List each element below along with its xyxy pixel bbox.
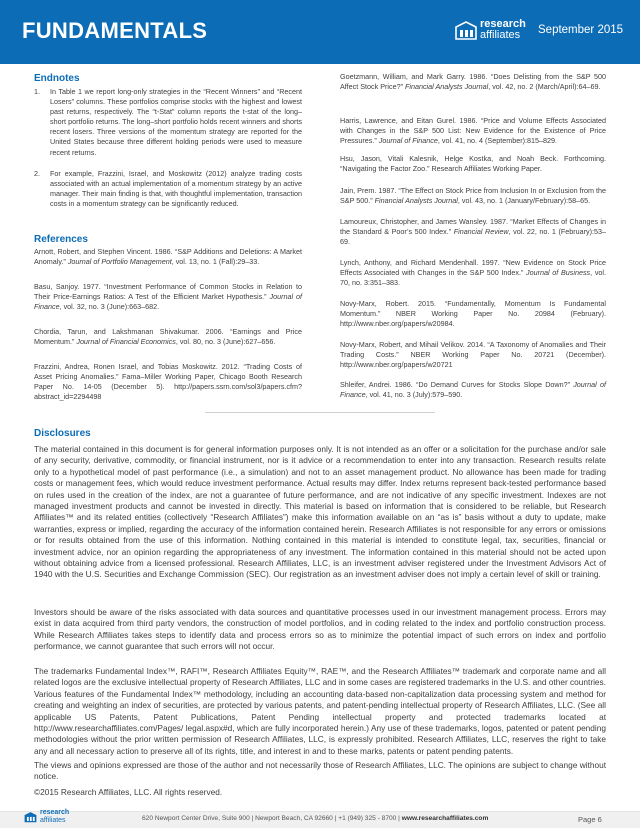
reference-entry bbox=[340, 186, 606, 206]
reference-details: , vol. 41, no. 3 (July):579–590. bbox=[365, 390, 463, 400]
reference-entry bbox=[340, 217, 606, 247]
reference-details: , vol. 42, no. 2 (March/April):64–69. bbox=[488, 82, 601, 92]
reference-details: , vol. 32, no. 3 (June):663–682. bbox=[59, 302, 160, 312]
references-heading: References bbox=[34, 234, 88, 245]
section-title: FUNDAMENTALS bbox=[22, 18, 208, 43]
logo-mark-icon bbox=[24, 811, 37, 824]
reference-journal: Journal of Portfolio Management bbox=[67, 257, 172, 267]
reference-entry bbox=[34, 247, 302, 267]
reference-details: , vol. 80, no. 3 (June):627–656. bbox=[175, 337, 276, 347]
reference-details: , vol. 13, no. 1 (Fall):29–33. bbox=[171, 257, 260, 267]
reference-text: Goetzmann, William, and Mark Garry. 1986. “Does Delisting from the S&P 500 Affect Stock Price?” bbox=[340, 72, 606, 92]
reference-entry bbox=[340, 299, 606, 329]
reference-entry bbox=[340, 340, 606, 370]
reference-journal: Financial Analysts Journal bbox=[404, 82, 489, 92]
logo-text-affiliates: affiliates bbox=[40, 817, 66, 824]
reference-entry bbox=[340, 154, 606, 174]
logo-mark-icon bbox=[455, 21, 477, 41]
reference-journal: Journal of Business bbox=[526, 268, 591, 278]
reference-details: , vol. 43, no. 1 (January/February):58–65. bbox=[457, 196, 591, 206]
endnote-text: For example, Frazzini, Israel, and Moskowitz (2012) analyze trading costs associated with an actual implementation of a momentum strategy by an active manager. Their main finding is that, with thoughtful implementation, transaction costs in a momentum strategy can be significantly reduced. bbox=[50, 169, 302, 209]
reference-journal: Financial Analysts Journal bbox=[374, 196, 458, 206]
footer-contact bbox=[142, 815, 488, 822]
reference-journal: Journal of Finance bbox=[34, 292, 302, 312]
endnotes-heading: Endnotes bbox=[34, 73, 80, 84]
reference-journal: Journal of Finance bbox=[340, 380, 606, 400]
reference-text: Chordia, Tarun, and Lakshmanan Shivakumar. 2006. “Earnings and Price Momentum.” bbox=[34, 327, 302, 347]
endnote-item bbox=[34, 169, 302, 209]
reference-journal: Journal of Finance bbox=[378, 136, 438, 146]
endnote-item bbox=[34, 87, 302, 158]
footer-address: 620 Newport Center Drive, Suite 900 | Newport Beach, CA 92660 | +1 (949) 325 - 8700 | bbox=[142, 815, 402, 822]
reference-text: Arnott, Robert, and Stephen Vincent. 1986. “S&P Additions and Deletions: A Market Anomaly.” bbox=[34, 247, 302, 267]
logo-text-research: research bbox=[40, 809, 70, 816]
disclosure-paragraph: The trademarks Fundamental Index™, RAFI™, Research Affiliates Equity™, RAE™, and the Research Affiliates™ trademark and corporate name and all related logos are the exclusive intellectual property of Research Affiliates, LLC and in some cases are registered trademarks in the U.S. and other countries. Various features of the Fundamental Index™ methodology, including an accounting data-based non-capitalization data processing system and method for creating and weighting an index of securities, are protected by various patents, and patent-pending intellectual property of Research Affiliates, LLC. (See all applicable US Patents, Patent Publications, Patent Pending intellectual property and protected trademarks located at http://www.researchaffiliates.com/Pages/ legal.aspx#d, which are fully incorporated herein.) Any use of these trademarks, logos, patented or patent pending methodologies without the prior written permission of Research Affiliates, LLC, is expressly prohibited. Research Affiliates, LLC, reserves the right to take any and all necessary action to preserve all of its rights, title, and interest in and to these marks, patents or patent pending patents. bbox=[34, 666, 606, 756]
reference-entry bbox=[340, 116, 606, 146]
reference-text: Lamoureux, Christopher, and James Wansley. 1987. “Market Effects of Changes in the Standard & Poor’s 500 Index.” bbox=[340, 217, 606, 237]
reference-details: , vol. 41, no. 4 (September):815–829. bbox=[437, 136, 557, 146]
endnote-text: In Table 1 we report long-only strategies in the “Recent Winners” and “Recent Losers” columns. These portfolios comprise stocks with the highest and lowest past returns, respectively. The “t-Stat” column reports the t-stat of the long–short portfolio returns. The long–short portfolio holds recent winners and shorts recent losers. Three versions of the momentum strategy are reported for the United States because three different holding periods were used to measure recent returns. bbox=[50, 87, 302, 157]
reference-details: , vol. 22, no. 1 (February):53–69. bbox=[340, 227, 606, 247]
reference-journal: Journal of Financial Economics bbox=[76, 337, 176, 347]
disclosure-paragraph: The views and opinions expressed are those of the author and not necessarily those of Research Affiliates, LLC. The opinions are subject to change without notice. bbox=[34, 760, 606, 782]
reference-journal: Financial Review bbox=[453, 227, 509, 237]
disclosures-heading: Disclosures bbox=[34, 428, 91, 439]
research-affiliates-logo bbox=[455, 17, 527, 47]
reference-text: Jain, Prem. 1987. “The Effect on Stock Price from Inclusion In or Exclusion from the S&P 500.” bbox=[340, 186, 606, 206]
logo-text-research: research bbox=[480, 18, 526, 30]
logo-text-affiliates: affiliates bbox=[480, 29, 521, 41]
reference-details: , vol. 70, no. 3:351–383. bbox=[340, 268, 606, 288]
page-number: Page 6 bbox=[578, 815, 602, 824]
reference-text: Basu, Sanjoy. 1977. “Investment Performance of Common Stocks in Relation to Their Price-Earnings Ratios: A Test of the Efficient Market Hypothesis.” bbox=[34, 282, 302, 302]
endnote-number: 1. bbox=[34, 87, 40, 96]
reference-text: Hsu, Jason, Vitali Kalesnik, Helge Kostka, and Noah Beck. Forthcoming. “Navigating the Factor Zoo.” Research Affiliates Working Paper. bbox=[340, 154, 606, 174]
reference-text: Shleifer, Andrei. 1986. “Do Demand Curves for Stocks Slope Down?” bbox=[340, 380, 574, 389]
reference-entry bbox=[340, 72, 606, 92]
reference-text: Lynch, Anthony, and Richard Mendenhall. 1997. “New Evidence on Stock Price Effects Associated with Changes in the S&P 500 Index.” bbox=[340, 258, 606, 278]
page-header bbox=[0, 0, 640, 64]
reference-entry bbox=[340, 380, 606, 400]
footer-logo bbox=[24, 809, 84, 827]
disclosure-paragraph: Investors should be aware of the risks associated with data sources and quantitative processes used in our investment management process. Errors may exist in data acquired from third party vendors, the construction of model portfolios, and in coding related to the index and portfolio construction process. While Research Affiliates takes steps to identify data and process errors so as to minimize the potential impact of such errors on index and portfolio performance, we cannot guarantee that such errors will not occur. bbox=[34, 607, 606, 652]
reference-text: Novy-Marx, Robert. 2015. “Fundamentally, Momentum Is Fundamental Momentum.” NBER Working Paper No. 20984 (February). http://www.nber.org/papers/w20984. bbox=[340, 299, 606, 329]
endnote-number: 2. bbox=[34, 169, 40, 178]
reference-entry bbox=[34, 282, 302, 312]
reference-entry bbox=[340, 258, 606, 288]
issue-date: September 2015 bbox=[538, 24, 624, 36]
reference-text: Novy-Marx, Robert, and Mihail Velikov. 2014. “A Taxonomy of Anomalies and Their Trading Costs.” NBER Working Paper No. 20721 (December). http://www.nber.org/papers/w20721 bbox=[340, 340, 606, 370]
reference-text: Frazzini, Andrea, Ronen Israel, and Tobias Moskowitz. 2012. “Trading Costs of Asset Pricing Anomalies.” Fama–Miller Working Paper, Chicago Booth Research Paper No. 14-05 (December 5). http://papers.ssrn.com/sol3/papers.cfm?abstract_id=2294498 bbox=[34, 362, 302, 402]
section-divider bbox=[205, 412, 435, 413]
copyright-notice: ©2015 Research Affiliates, LLC. All rights reserved. bbox=[34, 787, 223, 797]
disclosure-paragraph: The material contained in this document is for general information purposes only. It is not intended as an offer or a solicitation for the purchase and/or sale of any security, derivative, commodity, or financial instrument, nor is it advice or a recommendation to enter into any transaction. Research results relate only to a hypothetical model of past performance (i.e., a simulation) and not to an asset management product. No allowance has been made for trading costs or management fees, which would reduce investment performance. Actual results may differ. Index returns represent back-tested performance based on rules used in the creation of the index, are not a guarantee of future performance, and are not indicative of any specific investment. Indexes are not managed investment products and cannot be invested in directly. This material is based on information that is considered to be reliable, but Research Affiliates™ and its related entities (collectively “Research Affiliates”) make this information available on an “as is” basis without a duty to update, make warranties, express or implied, regarding the accuracy of the information contained herein. Research Affiliates is not responsible for any errors or omissions or for results obtained from the use of this information. Nothing contained in this material is intended to constitute legal, tax, securities, financial or investment advice, nor an opinion regarding the appropriateness of any investment. The information contained in this material should not be acted upon without obtaining advice from a licensed professional. Research Affiliates, LLC, is an investment adviser registered under the Investment Advisors Act of 1940 with the U.S. Securities and Exchange Commission (SEC). Our registration as an investment adviser does not imply a certain level of skill or training. bbox=[34, 444, 606, 580]
reference-entry bbox=[34, 362, 302, 402]
reference-entry bbox=[34, 327, 302, 347]
reference-text: Harris, Lawrence, and Eitan Gurel. 1986. “Price and Volume Effects Associated with Changes in the S&P 500 List: New Evidence for the Existence of Price Pressures.” bbox=[340, 116, 606, 146]
footer-website-link[interactable]: www.researchaffiliates.com bbox=[401, 815, 489, 822]
